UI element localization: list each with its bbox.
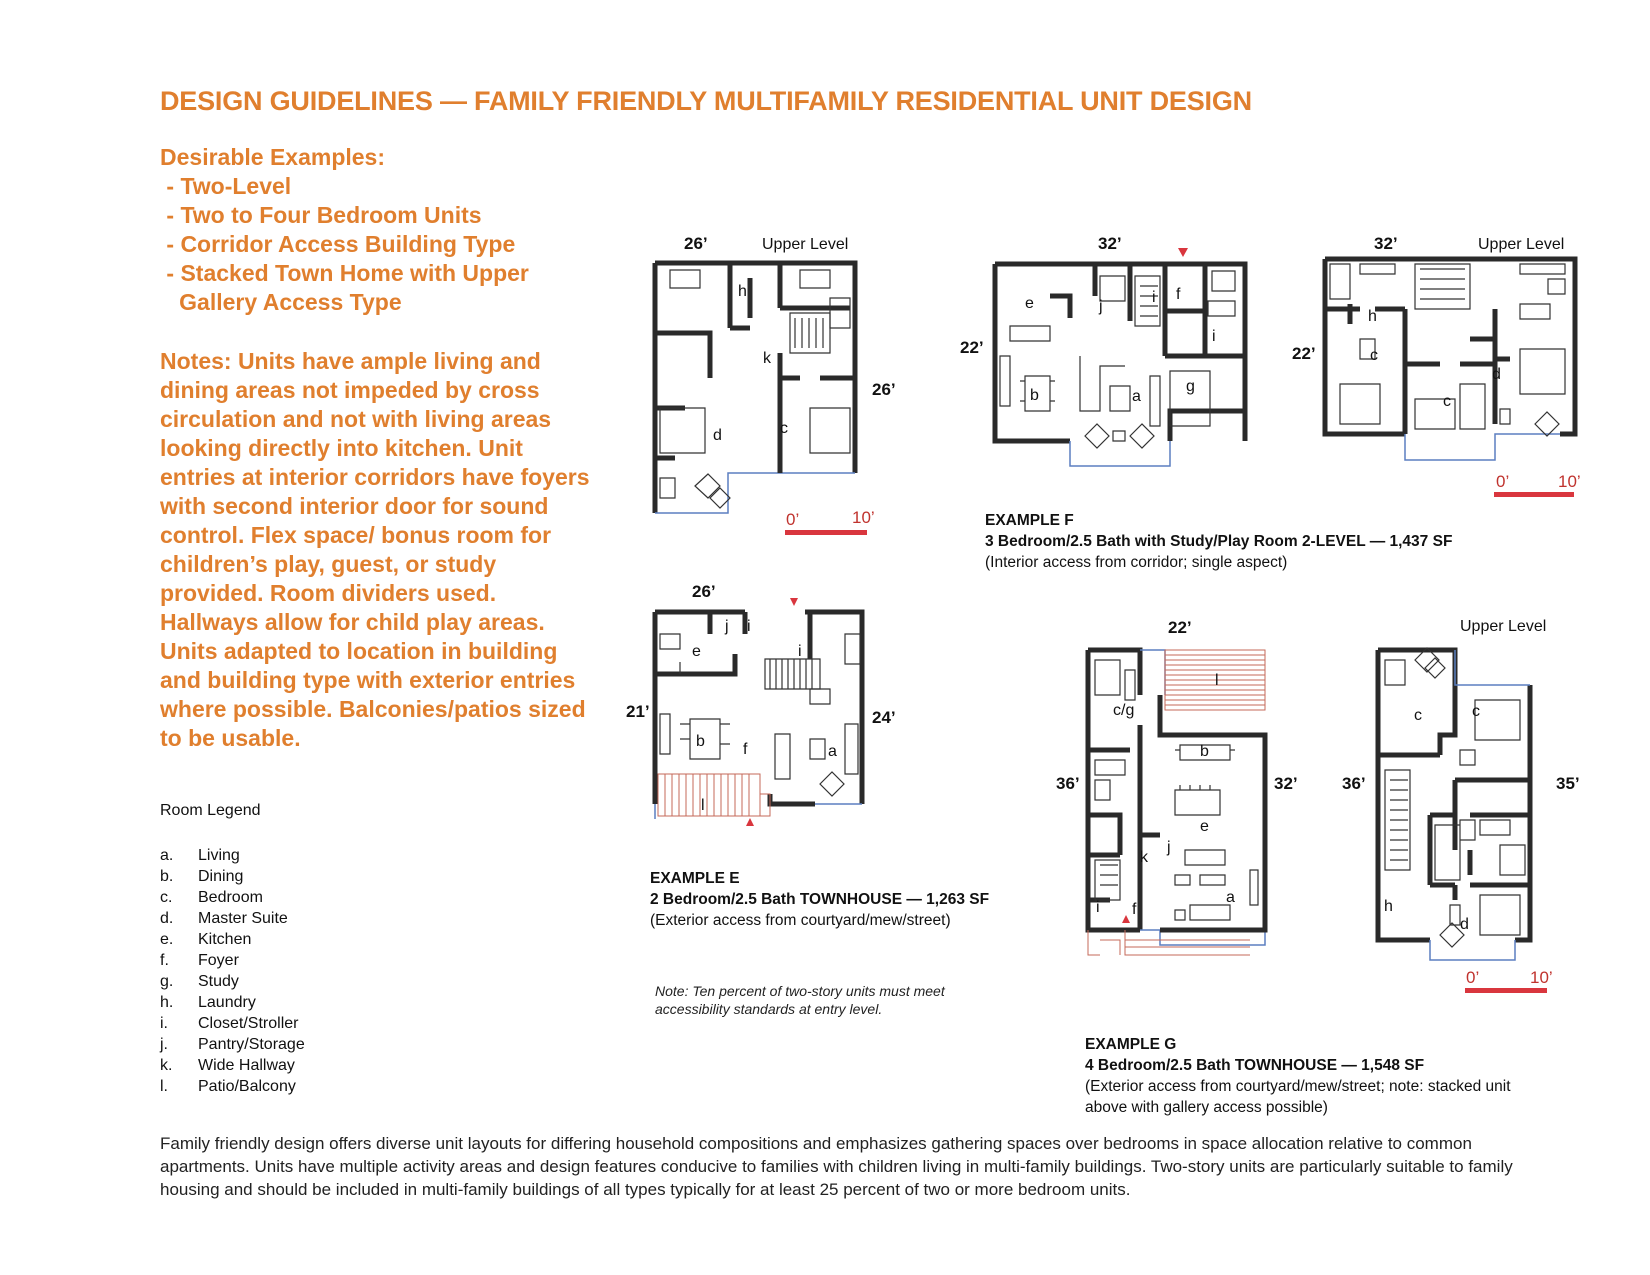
legend-key: h. xyxy=(160,994,174,1011)
example-f-upper-depth: 22’ xyxy=(1292,344,1316,363)
desirable-heading: Desirable Examples: xyxy=(160,144,386,170)
room-label: d xyxy=(1492,366,1501,383)
legend-key: d. xyxy=(160,910,174,927)
room-label: c xyxy=(1472,703,1480,720)
legend-key: f. xyxy=(160,952,169,969)
example-g-lower-right: 32’ xyxy=(1274,774,1298,793)
room-label: a xyxy=(1132,388,1141,405)
legend-label: Bedroom xyxy=(198,889,263,906)
room-label: e xyxy=(692,643,701,660)
room-label: b xyxy=(1030,387,1039,404)
room-legend-title: Room Legend xyxy=(160,802,261,819)
scale-start: 0’ xyxy=(1466,968,1480,987)
example-g-upper-left: 36’ xyxy=(1342,774,1366,793)
room-label: d xyxy=(713,427,722,444)
legend-key: c. xyxy=(160,889,173,906)
entry-marker-icon xyxy=(1122,915,1130,923)
desirable-item: - Two to Four Bedroom Units xyxy=(160,202,482,228)
example-f-lower-width: 32’ xyxy=(1098,234,1122,253)
room-label: j xyxy=(1167,839,1171,856)
example-f-upper-label: Upper Level xyxy=(1478,236,1565,253)
legend-label: Kitchen xyxy=(198,931,252,948)
example-e-lower-right: 24’ xyxy=(872,708,896,727)
legend-key: e. xyxy=(160,931,174,948)
room-label: i xyxy=(1212,328,1216,345)
legend-label: Pantry/Storage xyxy=(198,1036,305,1053)
example-f-upper-plan xyxy=(1320,254,1580,464)
example-e-upper-width: 26’ xyxy=(684,234,708,253)
legend-key: l. xyxy=(160,1078,168,1095)
room-label: c xyxy=(1443,393,1451,410)
room-label: c xyxy=(1414,707,1422,724)
example-g-upper-label: Upper Level xyxy=(1460,618,1547,635)
legend-label: Laundry xyxy=(198,994,256,1011)
room-label: i xyxy=(747,618,751,635)
legend-label: Study xyxy=(198,973,239,990)
page-title: DESIGN GUIDELINES — FAMILY FRIENDLY MULTIFAMILY RESIDENTIAL UNIT DESIGN xyxy=(160,86,1252,116)
desirable-item: - Two-Level xyxy=(160,173,292,199)
example-g-heading: EXAMPLE G xyxy=(1085,1036,1177,1053)
example-e-access: (Exterior access from courtyard/mew/street) xyxy=(650,912,951,929)
legend-key: k. xyxy=(160,1057,173,1074)
room-label: j xyxy=(725,618,729,635)
room-label: b xyxy=(696,733,705,750)
example-g-lower-left: 36’ xyxy=(1056,774,1080,793)
legend-key: g. xyxy=(160,973,174,990)
example-f-lower-plan xyxy=(990,246,1250,471)
room-label: k xyxy=(1140,849,1148,866)
scale-end: 10’ xyxy=(1558,472,1581,491)
legend-label: Living xyxy=(198,847,240,864)
room-label: i xyxy=(1152,289,1156,306)
room-label: j xyxy=(1099,298,1103,315)
desirable-item: - Corridor Access Building Type xyxy=(160,231,516,257)
design-notes: Notes: Units have ample living and dining areas not impeded by cross circulation and not with living areas looking directly into kitchen. Unit entries at interior corridors have foyers with second interior door for sound control. Flex space/ bonus room for children’s play, guest, or study provided. Room dividers used. Hallways allow for child play areas. Units adapted to location in building and building type with exterior entries where possible. Balconies/patios sized to be usable. xyxy=(160,348,590,751)
example-g-lower-width: 22’ xyxy=(1168,618,1192,637)
example-f-summary: 3 Bedroom/2.5 Bath with Study/Play Room 2-LEVEL — 1,437 SF xyxy=(985,533,1453,550)
scale-end: 10’ xyxy=(852,508,875,527)
scale-bar xyxy=(785,530,867,535)
legend-label: Wide Hallway xyxy=(198,1057,295,1074)
example-g-summary: 4 Bedroom/2.5 Bath TOWNHOUSE — 1,548 SF xyxy=(1085,1057,1425,1074)
room-label: c xyxy=(780,420,788,437)
room-label: h xyxy=(1384,898,1393,915)
desirable-item: Gallery Access Type xyxy=(160,289,402,315)
example-g-upper-plan xyxy=(1370,640,1560,960)
room-label: i xyxy=(798,643,802,660)
legend-key: a. xyxy=(160,847,174,864)
room-label: c/g xyxy=(1113,702,1135,719)
entry-marker-icon xyxy=(1178,248,1188,257)
scale-start: 0’ xyxy=(1496,472,1510,491)
room-label: k xyxy=(763,350,771,367)
room-label: b xyxy=(1200,743,1209,760)
room-label: h xyxy=(1368,308,1377,325)
room-label: h xyxy=(738,283,747,300)
accessibility-note: Note: Ten percent of two-story units must meet accessibility standards at entry level. xyxy=(655,983,945,1017)
example-f-heading: EXAMPLE F xyxy=(985,512,1074,529)
room-label: a xyxy=(828,743,837,760)
entry-marker-icon xyxy=(790,598,798,606)
example-f-caption xyxy=(985,510,1452,573)
room-label: g xyxy=(1186,378,1195,395)
legend-key: b. xyxy=(160,868,174,885)
example-g-lower-plan xyxy=(1080,640,1280,985)
legend-label: Closet/Stroller xyxy=(198,1015,299,1032)
desirable-examples xyxy=(160,143,529,317)
example-e-upper-plan xyxy=(650,258,865,513)
footer-paragraph: Family friendly design offers diverse unit layouts for differing household compositions and emphasizes gathering spaces over bedrooms in space allocation relative to common apartments. Units have multiple activity areas and design features conducive to families with children living in multi-family buildings. Two-story units are particularly suitable to family housing and should be included in multi-family buildings of all types typically for at least 25 percent of two or more bedroom units. xyxy=(160,1134,1513,1199)
room-label: f xyxy=(1132,901,1137,918)
scale-start: 0’ xyxy=(786,510,800,529)
room-label: e xyxy=(1025,295,1034,312)
room-label: i xyxy=(1096,899,1100,916)
room-label: c xyxy=(1370,347,1378,364)
example-e-upper-depth: 26’ xyxy=(872,380,896,399)
scale-end: 10’ xyxy=(1530,968,1553,987)
legend-label: Master Suite xyxy=(198,910,288,927)
example-e-lower-plan xyxy=(650,594,870,834)
example-g-access: (Exterior access from courtyard/mew/street; note: stacked unit xyxy=(1085,1078,1511,1095)
example-f-upper-width: 32’ xyxy=(1374,234,1398,253)
example-e-summary: 2 Bedroom/2.5 Bath TOWNHOUSE — 1,263 SF xyxy=(650,891,990,908)
example-e-caption xyxy=(650,868,989,931)
example-e-lower-width: 26’ xyxy=(692,582,716,601)
example-g-upper-right: 35’ xyxy=(1556,774,1580,793)
legend-key: j. xyxy=(160,1036,168,1053)
legend-label: Foyer xyxy=(198,952,239,969)
example-f-access: (Interior access from corridor; single aspect) xyxy=(985,554,1288,571)
example-g-access-cont: above with gallery access possible) xyxy=(1085,1099,1328,1116)
entry-marker-icon xyxy=(746,818,754,826)
example-e-upper-label: Upper Level xyxy=(762,236,849,253)
legend-label: Patio/Balcony xyxy=(198,1078,296,1095)
room-label: a xyxy=(1226,889,1235,906)
room-label: l xyxy=(701,797,705,814)
legend-label: Dining xyxy=(198,868,244,885)
example-g-caption xyxy=(1085,1034,1511,1118)
room-label: d xyxy=(1460,916,1469,933)
example-e-lower-left: 21’ xyxy=(626,702,650,721)
example-e-heading: EXAMPLE E xyxy=(650,870,740,887)
desirable-item: - Stacked Town Home with Upper xyxy=(160,260,529,286)
room-label: f xyxy=(1176,286,1181,303)
room-label: l xyxy=(1215,672,1219,689)
legend-key: i. xyxy=(160,1015,168,1032)
room-label: e xyxy=(1200,818,1209,835)
example-f-lower-depth: 22’ xyxy=(960,338,984,357)
scale-bar xyxy=(1465,988,1547,993)
room-label: f xyxy=(743,741,748,758)
scale-bar xyxy=(1494,492,1574,497)
